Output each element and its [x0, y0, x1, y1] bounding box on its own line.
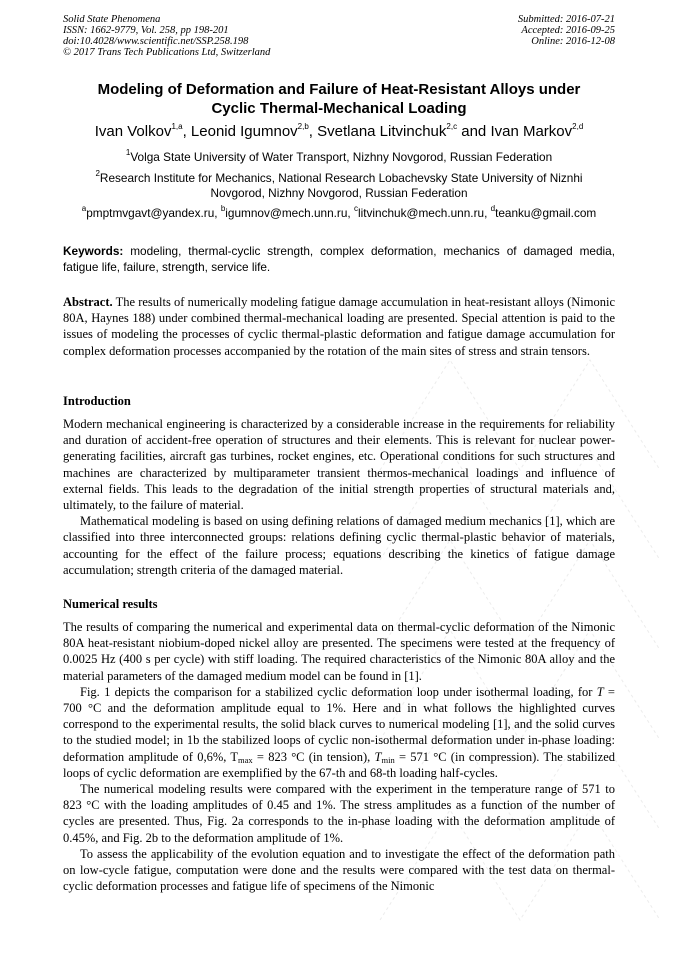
author-1-sup: 1,a: [171, 122, 183, 131]
email-sep-3: ,: [484, 206, 491, 220]
accepted-date: Accepted: 2016-09-25: [521, 25, 615, 36]
affiliation-1-sup: 1: [125, 148, 131, 158]
email-sep-2: ,: [347, 206, 354, 220]
author-2: Leonid Igumnov: [190, 123, 298, 140]
affiliation-1: [63, 150, 615, 165]
author-sep-3: and: [457, 123, 491, 140]
email-d-sup: d: [490, 204, 496, 214]
abstract-block: [63, 294, 615, 359]
keywords-label: Keywords:: [63, 244, 124, 258]
author-sep-1: ,: [182, 123, 191, 140]
author-3-sup: 2,c: [446, 122, 458, 131]
paper-title: [60, 80, 618, 118]
p2-sub-min: min: [381, 754, 395, 765]
introduction-body: [63, 416, 615, 578]
journal-name: Solid State Phenomena: [63, 14, 161, 25]
p2-text-a: Fig. 1 depicts the comparison for a stabilized cyclic deformation loop under isothermal loading, for: [80, 684, 597, 699]
author-4-sup: 2,d: [572, 122, 584, 131]
p2-text-c: = 823 °C (in tension),: [252, 749, 375, 764]
email-c[interactable]: litvinchuk@mech.unn.ru: [357, 206, 485, 220]
email-list: [40, 206, 638, 221]
introduction-paragraph-1: Modern mechanical engineering is characterized by a considerable increase in the requirements for reliability and duration of accident-free operation of structures and their elements. This is relevant for nuclear power-generating facilities, aircraft gas turbines, rocket engines, etc. Operational conditions for such structures and machines are characterized by multiparameter transient thermos-mechanical loadings and influence of external fields. This leads to the degradation of the initial strength properties of structural materials and, ultimately, to the failure of material.: [63, 417, 615, 513]
doi-line: doi:10.4028/www.scientific.net/SSP.258.198: [63, 36, 249, 47]
p2-text-d: = 571 °C (in compression). The stabilized loops of cyclic deformation are exemplified by the 67-th and 68-th loading half-cycles.: [63, 749, 615, 780]
submitted-date: Submitted: 2016-07-21: [517, 14, 615, 25]
author-2-sup: 2,b: [297, 122, 309, 131]
email-b-sup: b: [220, 204, 226, 214]
affiliation-2-sup: 2: [95, 169, 100, 179]
p2-var-t: T: [596, 684, 604, 699]
email-a[interactable]: pmptmvgavt@yandex.ru: [86, 206, 215, 220]
email-sep-1: ,: [214, 206, 221, 220]
email-a-sup: a: [81, 204, 87, 214]
p2-text-b: = 700 °C and the deformation amplitude equal to 1%. Here and in what follows the highlighted curves correspond to the experimental results, the solid black curves to numerical modeling [1], and the solid curves to the studied model; in 1b the stabilized loops of cyclic non-isothermal deformation under in-phase loading: deformation amplitude of 0,6%, T: [63, 684, 615, 764]
affiliation-2-line-1: Research Institute for Mechanics, National Research Lobachevsky State University of Niznhi: [99, 171, 583, 185]
abstract-text: The results of numerically modeling fatigue damage accumulation in heat-resistant alloys (Nimonic 80A, Haynes 188) under combined thermal-mechanical loading are presented. Special attention is paid to the issues of modeling the processes of cyclic thermal-plastic deformation and fatigue damage accumulation for complex deformation processes accompanied by the rotation of the main sites of stress and strain tensors.: [63, 295, 615, 358]
author-1: Ivan Volkov: [94, 123, 172, 140]
header-left: [63, 14, 270, 58]
affiliation-1-text: Volga State University of Water Transport, Nizhny Novgorod, Russian Federation: [130, 150, 553, 164]
email-d[interactable]: teanku@gmail.com: [495, 206, 597, 220]
keywords-block: [63, 243, 615, 275]
p2-sub-max: max: [238, 754, 253, 765]
email-c-sup: c: [353, 204, 358, 214]
author-4: Ivan Markov: [490, 123, 573, 140]
numerical-paragraph-4: To assess the applicability of the evolution equation and to investigate the effect of the deformation path on low-cycle fatigue, computation were done and the results were compared with the test data on thermal-cyclic deformation processes and fatigue life of specimens of the Nimonic: [63, 846, 615, 894]
title-line-1: Modeling of Deformation and Failure of Heat-Resistant Alloys under: [97, 81, 581, 98]
numerical-results-heading: Numerical results: [63, 597, 158, 611]
author-3: Svetlana Litvinchuk: [317, 123, 447, 140]
affiliation-2: [63, 171, 615, 201]
header-right: [518, 14, 615, 47]
p2-var-t2: T: [374, 749, 382, 764]
title-line-2: Cyclic Thermal-Mechanical Loading: [211, 100, 467, 117]
affiliation-2-line-2: Novgorod, Nizhny Novgorod, Russian Federation: [210, 186, 468, 200]
email-b[interactable]: igumnov@mech.unn.ru: [225, 206, 348, 220]
issn-line: ISSN: 1662-9779, Vol. 258, pp 198-201: [63, 25, 229, 36]
introduction-paragraph-2: Mathematical modeling is based on using defining relations of damaged medium mechanics [1], which are classified into three interconnected groups: relations defining cyclic thermal-plastic behavior of materials, accounting for the effect of the failure process; equations describing the kinetics of fatigue damage accumulation; strength criteria of the damaged material.: [63, 514, 615, 577]
numerical-results-body: [63, 619, 615, 894]
keywords-text: modeling, thermal-cyclic strength, complex deformation, mechanics of damaged media, fatigue life, failure, strength, service life.: [63, 244, 615, 274]
introduction-heading: Introduction: [63, 394, 131, 408]
numerical-paragraph-2: [63, 684, 615, 781]
copyright-line: © 2017 Trans Tech Publications Ltd, Switzerland: [63, 47, 271, 58]
online-date: Online: 2016-12-08: [531, 36, 615, 47]
author-list: [40, 122, 638, 141]
author-sep-2: ,: [308, 123, 318, 140]
numerical-paragraph-1: The results of comparing the numerical and experimental data on thermal-cyclic deformation of the Nimonic 80A heat-resistant niobium-doped nickel alloy are presented. The specimens were tested at the frequency of 0.0025 Hz (400 s per cycle) with stiff loading. The required characteristics of the Nimonic 80A alloy and the material parameters of the damaged medium model can be found in [1].: [63, 620, 615, 683]
abstract-label: Abstract.: [63, 295, 113, 309]
numerical-paragraph-3: The numerical modeling results were compared with the experiment in the temperature range of 571 to 823 °C with the loading amplitudes of 0.45 and 1%. The stress amplitudes as a function of the number of cycles are presented. Thus, Fig. 2a corresponds to the in-phase loading with the deformation amplitude of 0.45%, and Fig. 2b to the deformation amplitude of 1%.: [63, 782, 615, 845]
